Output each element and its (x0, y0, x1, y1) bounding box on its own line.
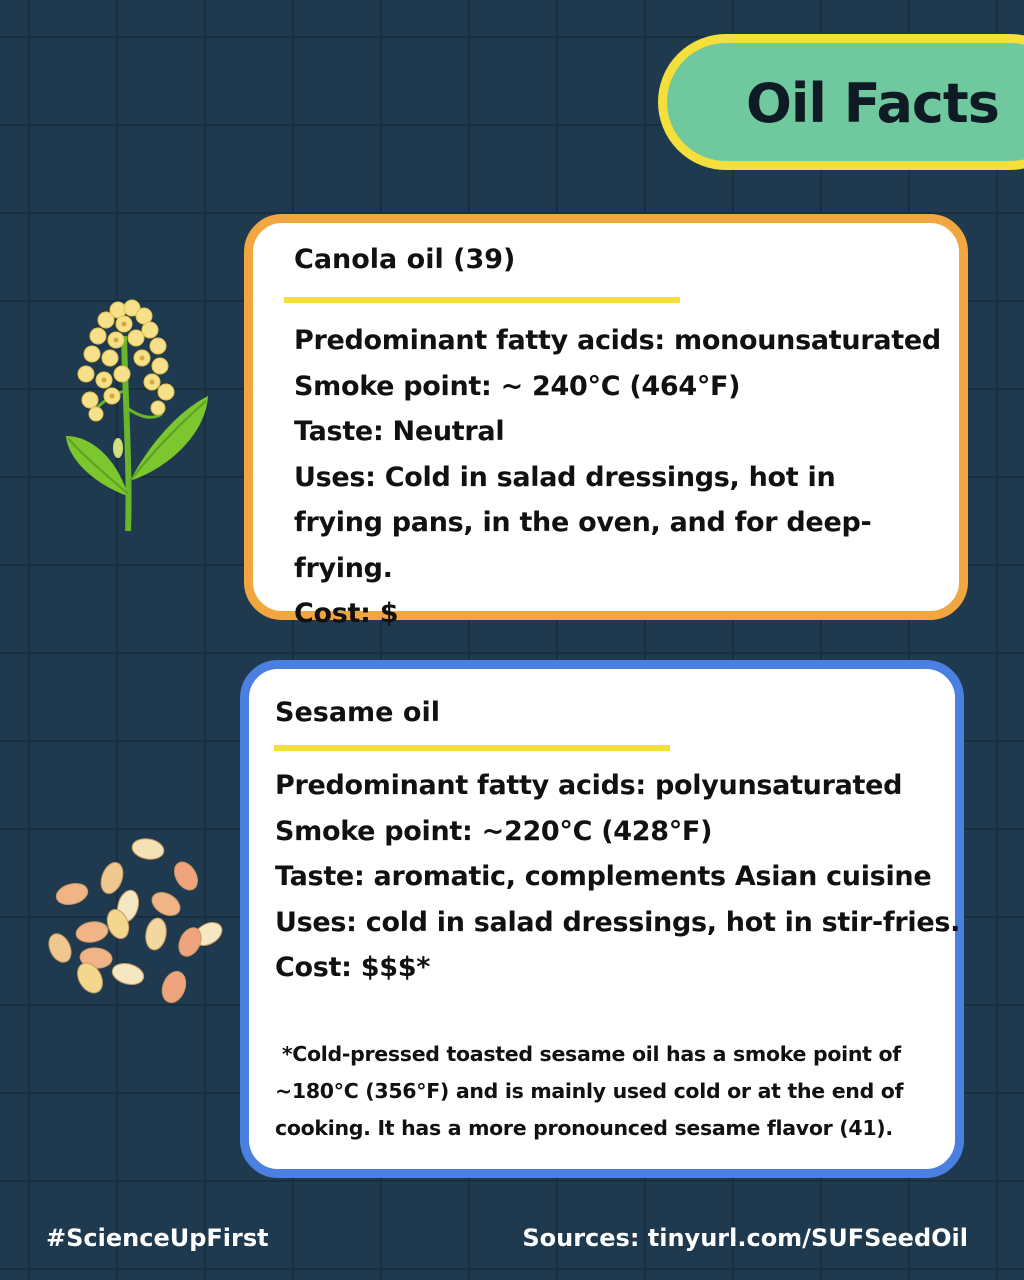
card-title: Canola oil (39) (294, 244, 516, 275)
fact-fatty-acids: Predominant fatty acids: monounsaturated (294, 325, 941, 356)
fact-smoke-point: Smoke point: ~220°C (428°F) (275, 815, 713, 847)
fact-smoke-point: Smoke point: ~ 240°C (464°F) (294, 370, 741, 402)
fact-list (275, 763, 961, 991)
title-underline (274, 745, 670, 751)
card-title: Sesame oil (275, 697, 440, 728)
fact-uses: Uses: Cold in salad dressings, hot in frying pans, in the oven, and for deep-frying. (294, 461, 872, 584)
footnote: *Cold-pressed toasted sesame oil has a smoke point of ~180°C (356°F) and is mainly used cold or at the end of cooking. It has a more pronounced sesame flavor (41). (275, 1042, 911, 1140)
title-underline (284, 297, 680, 303)
hashtag: #ScienceUpFirst (46, 1224, 269, 1252)
fact-cost: Cost: $$$* (275, 952, 431, 983)
canola-flower-icon (58, 296, 218, 540)
fact-cost: Cost: $ (294, 598, 399, 629)
sources-link[interactable]: Sources: tinyurl.com/SUFSeedOil (522, 1224, 968, 1252)
fact-taste: Taste: aromatic, complements Asian cuisine (275, 861, 932, 892)
page-title: Oil Facts (746, 72, 999, 135)
fact-fatty-acids: Predominant fatty acids: polyunsaturated (275, 770, 903, 801)
fact-taste: Taste: Neutral (294, 416, 505, 447)
fact-uses: Uses: cold in salad dressings, hot in stir-fries. (275, 906, 961, 938)
sesame-seeds-icon (40, 832, 236, 1008)
fact-list (294, 318, 941, 637)
